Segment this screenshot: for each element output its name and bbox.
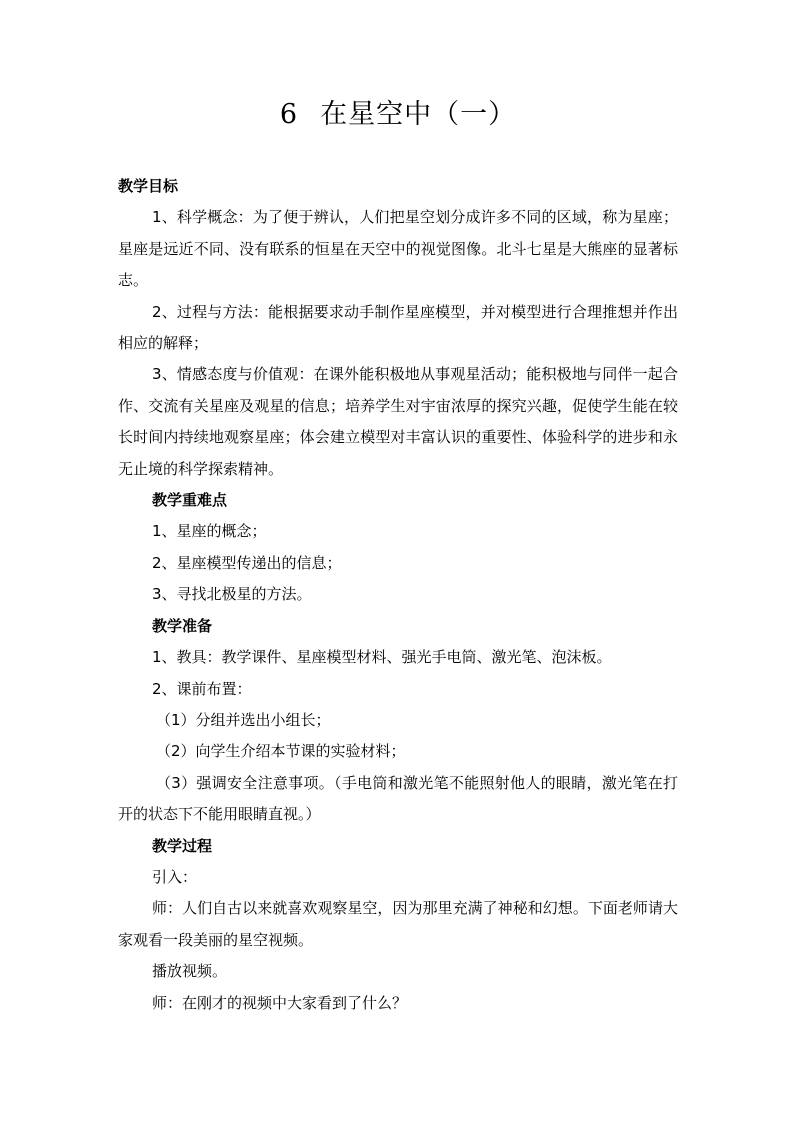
preparation-sub-item: （2）向学生介绍本节课的实验材料；	[156, 742, 406, 761]
process-line: 师：在刚才的视频中大家看到了什么？	[152, 993, 408, 1012]
key-point-item: 1、星座的概念；	[152, 522, 267, 541]
process-line: 播放视频。	[152, 962, 228, 981]
section-heading-preparation: 教学准备	[152, 616, 213, 635]
preparation-item: 2、课前布置：	[152, 679, 252, 698]
title-number: 6	[279, 99, 299, 130]
preparation-sub-item: （3）强调安全注意事项。（手电筒和激光笔不能照射他人的眼睛，激光笔在打开的状态下不能用眼睛直视。）	[118, 773, 678, 824]
title-text: 在星空中（一）	[320, 99, 517, 130]
section-heading-objectives: 教学目标	[118, 177, 179, 195]
section-heading-key-points: 教学重难点	[152, 491, 228, 510]
key-point-item: 2、星座模型传递出的信息；	[152, 553, 342, 572]
objective-item: 3、情感态度与价值观：在课外能积极地从事观星活动；能积极地与同伴一起合作、交流有关星座及观星的信息；培养学生对宇宙浓厚的探究兴趣，促使学生能在较长时间内持续地观察星座；体会建立模型对丰富认识的重要性、体验科学的进步和永无止境的科学探索精神。	[118, 365, 678, 478]
preparation-item: 1、教具：教学课件、星座模型材料、强光手电筒、激光笔、泡沫板。	[152, 648, 612, 667]
document-page	[118, 0, 678, 1123]
process-line: 师：人们自古以来就喜欢观察星空，因为那里充满了神秘和幻想。下面老师请大家观看一段美丽的星空视频。	[118, 899, 678, 949]
section-heading-process: 教学过程	[152, 836, 213, 855]
objective-item: 1、科学概念：为了便于辨认，人们把星空划分成许多不同的区域，称为星座；星座是远近不同、没有联系的恒星在天空中的视觉图像。北斗七星是大熊座的显著标志。	[118, 208, 678, 290]
key-point-item: 3、寻找北极星的方法。	[152, 585, 312, 604]
page-title	[118, 95, 678, 135]
document-body	[118, 171, 678, 1019]
objective-item: 2、过程与方法：能根据要求动手制作星座模型，并对模型进行合理推想并作出相应的解释；	[118, 302, 678, 353]
process-line: 引入：	[152, 867, 198, 886]
preparation-sub-item: （1）分组并选出小组长；	[156, 710, 331, 729]
